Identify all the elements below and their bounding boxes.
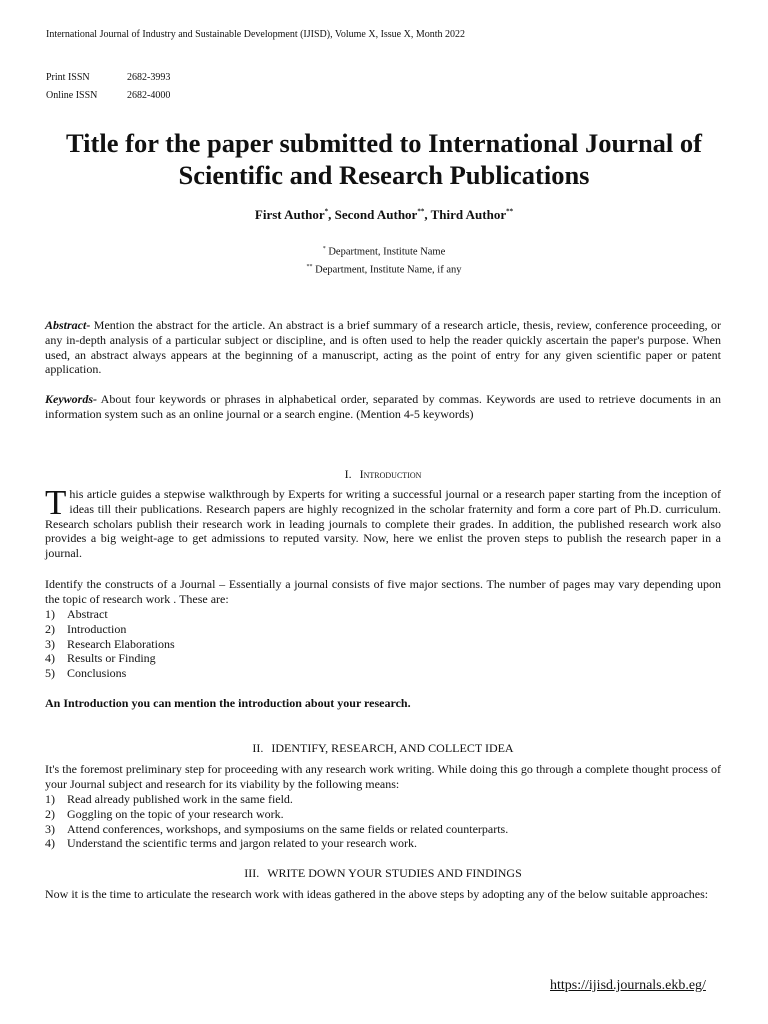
paper-title [40, 127, 728, 191]
keywords [45, 392, 721, 422]
list-text: Read already published work in the same field. [67, 792, 293, 806]
abstract-label: Abstract- [45, 318, 91, 332]
author-name: First Author [254, 207, 325, 222]
author-list [40, 207, 728, 223]
list-item [45, 622, 721, 637]
list-number: 4) [45, 651, 55, 666]
author-mark: ** [417, 207, 425, 216]
affiliation-text: Department, Institute Name, if any [312, 264, 462, 275]
section-number: III. [244, 866, 260, 880]
intro-paragraph-1-text: his article guides a stepwise walkthrough by Experts for writing a successful journal or a research paper starting from the inception of ideas till their publications. Research papers are highly recognized in the scholar fraternity and form a core part of Ph.D. curriculum. Research scholars publish their research work in leading journals to complete their grades. In addition, the published research work also provides a big weight-age to get admissions to reputed varsity. Now, here we enlist the proven steps to publish the research paper in a journal. [45, 487, 721, 561]
section-title: WRITE DOWN YOUR STUDIES AND FINDINGS [267, 866, 522, 880]
section-number: I. [344, 467, 352, 481]
author-separator: , [328, 207, 335, 222]
list-text: Results or Finding [67, 651, 156, 666]
keywords-label: Keywords- [45, 392, 97, 406]
list-item [45, 822, 721, 837]
affiliation-line [40, 242, 728, 260]
abstract [45, 318, 721, 377]
running-head: International Journal of Industry and Sustainable Development (IJISD), Volume X, Issue X, Month 2022 [46, 29, 466, 40]
list-text: Understand the scientific terms and jargon related to your research work. [67, 836, 417, 851]
list-text: Introduction [67, 621, 127, 636]
list-item [45, 807, 721, 822]
affiliation-mark: ** [306, 263, 313, 270]
author-name: Third Author [430, 207, 507, 222]
affiliations [40, 242, 728, 277]
list-number: 4) [45, 836, 55, 851]
section-title: IDENTIFY, RESEARCH, AND COLLECT IDEA [271, 741, 514, 755]
issn-online-value: 2682-4000 [127, 90, 171, 101]
paper-title-line2: Scientific and Research Publications [178, 160, 590, 190]
issn-online-row [46, 87, 170, 105]
list-item [45, 607, 721, 622]
intro-paragraph-1 [45, 483, 721, 561]
issn-print-value: 2682-3993 [127, 72, 171, 83]
intro-bold-note: An Introduction you can mention the introduction about your research. [45, 696, 411, 710]
section-title: Introduction [359, 467, 422, 481]
affiliation-text: Department, Institute Name [325, 246, 446, 258]
list-item [45, 792, 721, 807]
section-heading-identify [45, 741, 721, 756]
list-number: 1) [45, 792, 55, 806]
issn-print-label: Print ISSN [46, 72, 90, 83]
list-text: Attend conferences, workshops, and symposiums on the same fields or related counterparts. [67, 821, 509, 836]
list-number: 3) [45, 821, 55, 836]
list-item [45, 666, 721, 681]
journal-url-link[interactable]: https://ijisd.journals.ekb.eg/ [550, 978, 706, 993]
abstract-text: Mention the abstract for the article. An abstract is a brief summary of a research article, thesis, review, conference proceeding, or any in-depth analysis of a particular subject or discipline, and is often used to help the reader quickly ascertain the paper's purpose. When used, an abstract always appears at the beginning of a manuscript, acting as the point of entry for any given scientific paper or patent application. [45, 318, 721, 377]
list-number: 3) [45, 636, 55, 651]
identify-means-list [45, 792, 721, 851]
section-number: II. [252, 741, 264, 755]
list-number: 2) [45, 621, 55, 636]
affiliation-mark: * [322, 246, 326, 252]
list-item [45, 836, 721, 851]
issn-block [46, 69, 170, 105]
affiliation-line [40, 260, 728, 278]
list-number: 5) [45, 666, 55, 681]
author-mark: ** [506, 207, 514, 216]
issn-online-label: Online ISSN [46, 90, 98, 101]
list-number: 2) [45, 806, 55, 821]
list-text: Research Elaborations [67, 636, 175, 651]
list-text: Conclusions [67, 666, 127, 681]
author-mark: * [324, 207, 329, 216]
issn-print-row [46, 69, 170, 87]
intro-paragraph-2: Identify the constructs of a Journal – Essentially a journal consists of five major sections. The number of pages may vary depending upon the topic of research work . These are: [45, 577, 721, 606]
journal-sections-list [45, 607, 721, 681]
list-number: 1) [45, 607, 55, 621]
drop-cap: T [45, 483, 67, 522]
author-separator: , [424, 207, 431, 222]
author-name: Second Author [334, 207, 418, 222]
list-text: Abstract [67, 607, 108, 621]
paper-title-line1: Title for the paper submitted to International Journal of [65, 128, 702, 158]
list-item [45, 651, 721, 666]
section-heading-introduction [45, 467, 721, 482]
write-down-paragraph: Now it is the time to articulate the research work with ideas gathered in the above steps by adopting any of the below suitable approaches: [45, 887, 709, 901]
section-heading-write-down [45, 866, 721, 881]
list-item [45, 637, 721, 652]
identify-paragraph: It's the foremost preliminary step for proceeding with any research work writing. While doing this go through a complete thought process of your Journal subject and research for its viability by the following means: [45, 762, 721, 791]
list-text: Goggling on the topic of your research work. [67, 806, 284, 821]
keywords-text: About four keywords or phrases in alphabetical order, separated by commas. Keywords are used to retrieve documents in an information system such as an online journal or a search engine. (Mention 4-5 keywords) [45, 392, 721, 421]
